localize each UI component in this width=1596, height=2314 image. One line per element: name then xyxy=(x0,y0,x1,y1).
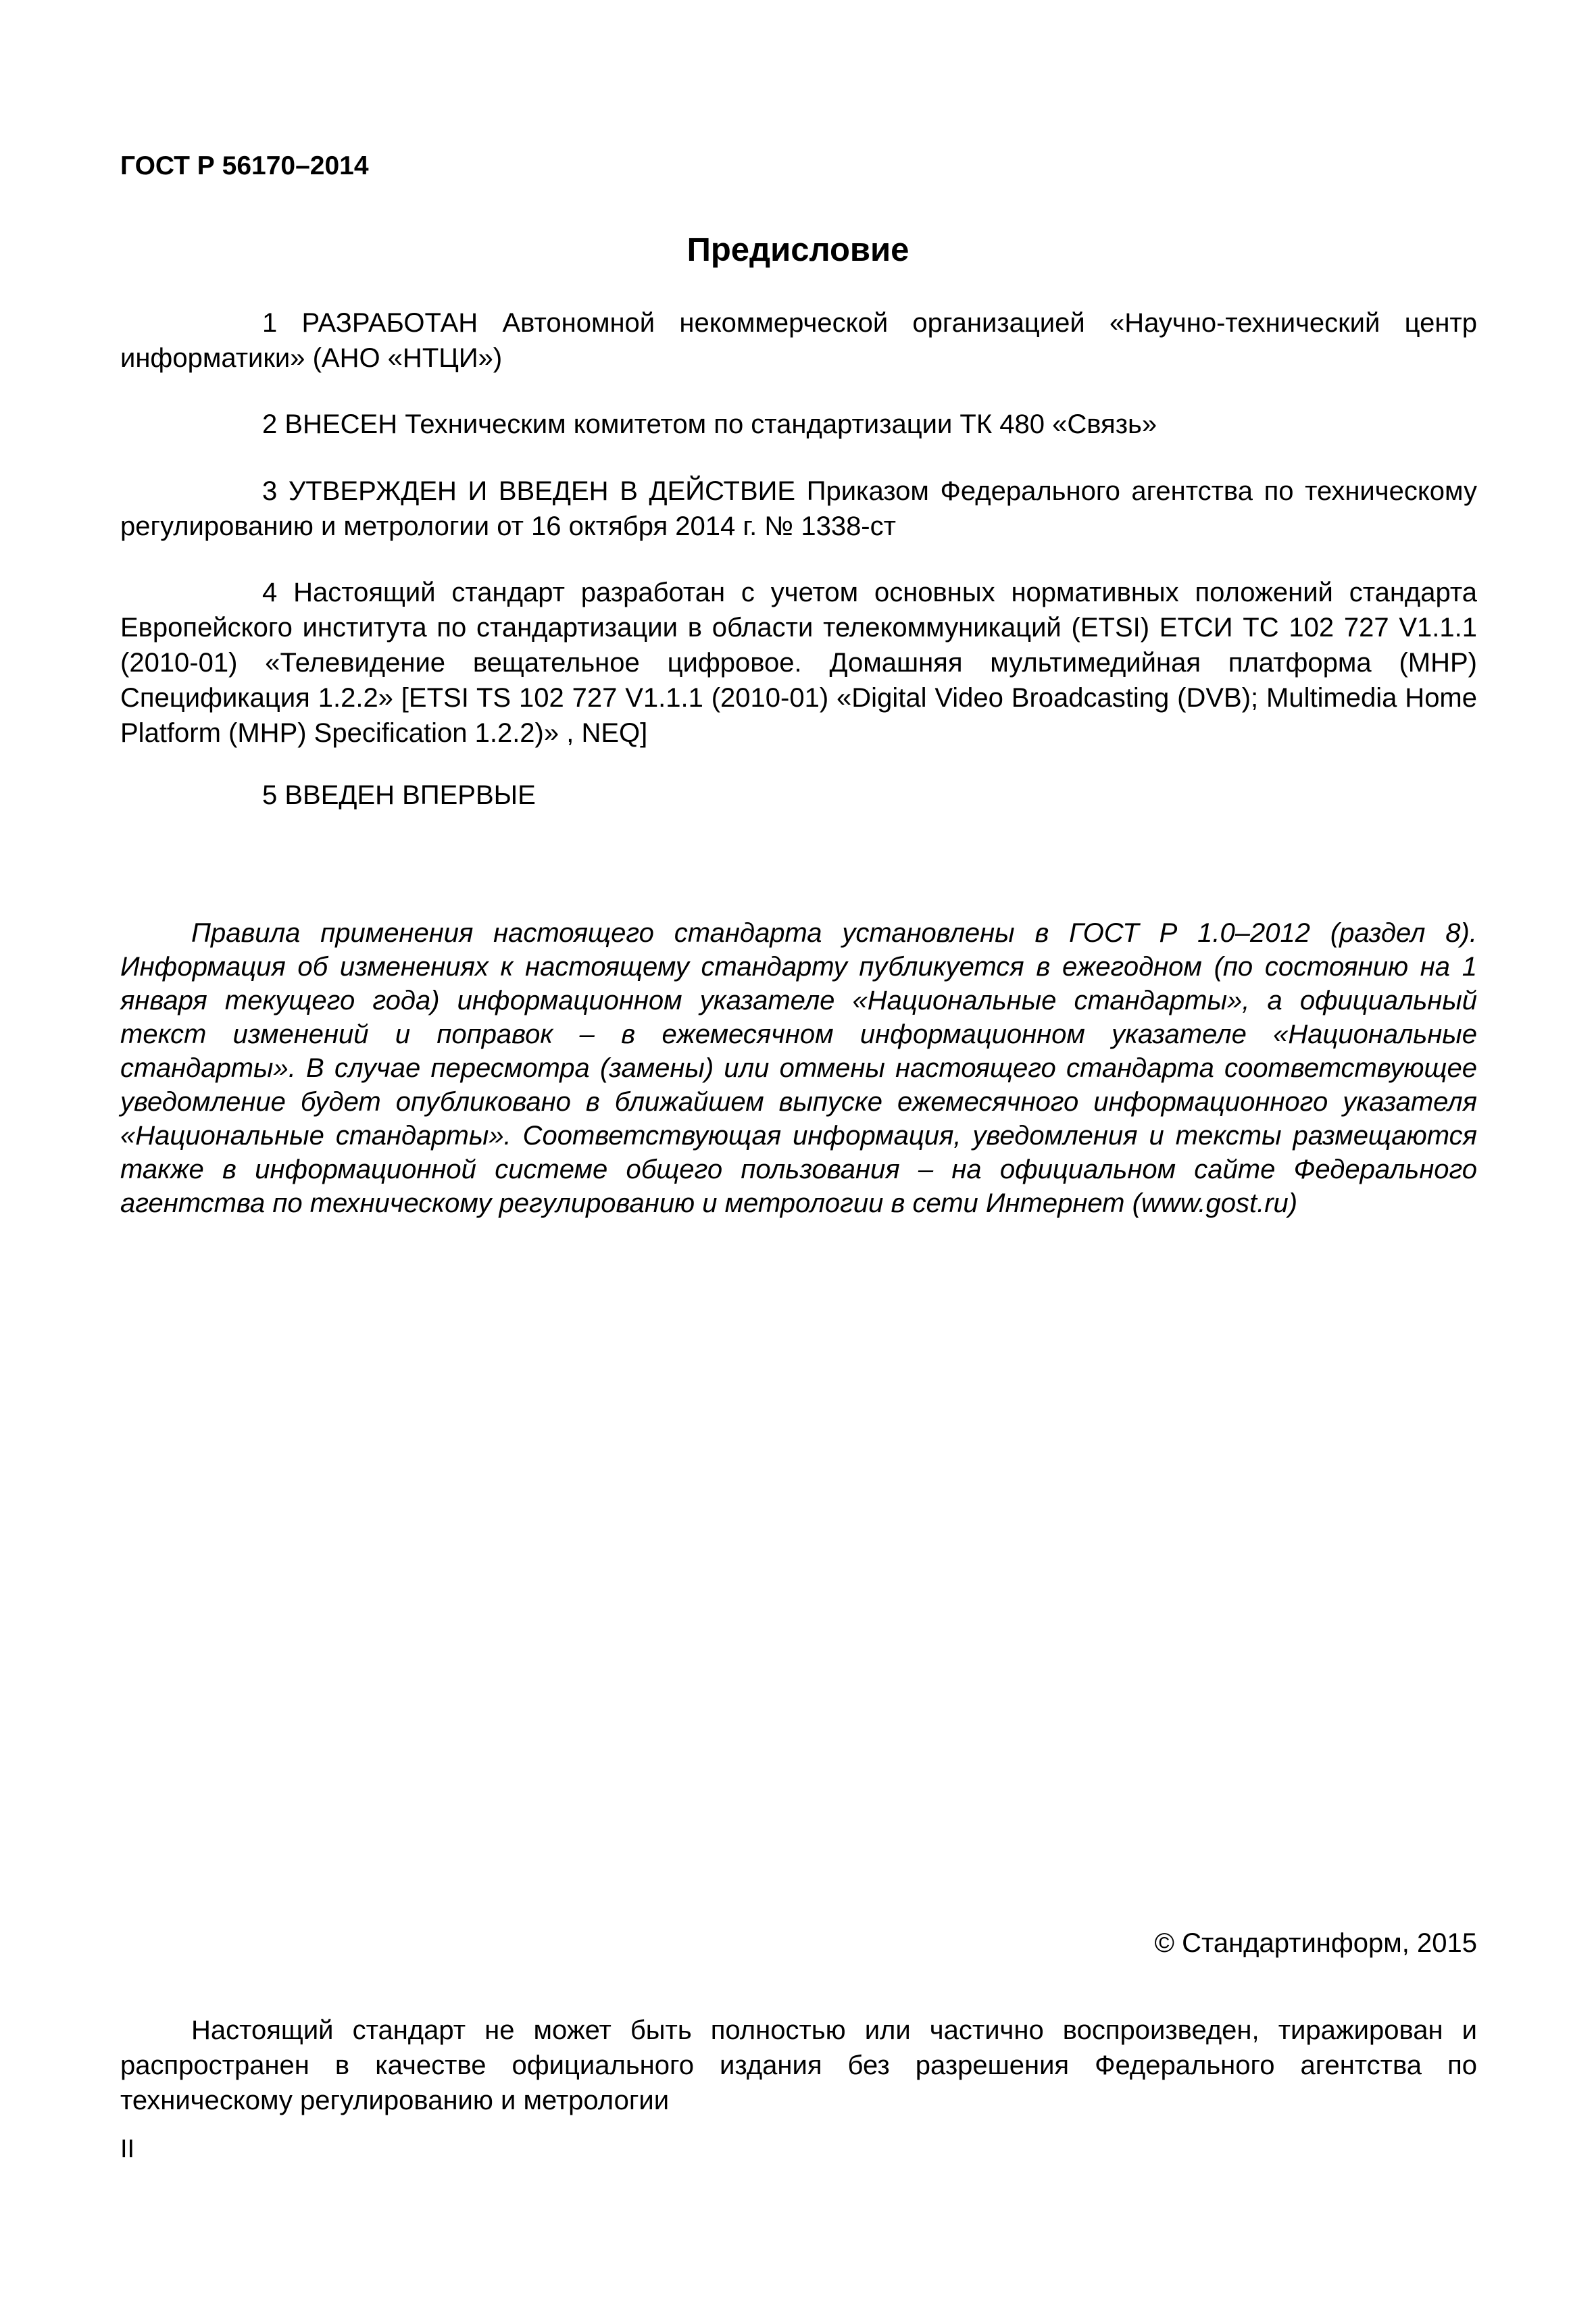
page-number: II xyxy=(120,2135,135,2163)
foreword-item-text: ВВЕДЕН ВПЕРВЫЕ xyxy=(284,780,536,810)
foreword-title: Предисловие xyxy=(687,232,909,268)
foreword-item-2 xyxy=(120,407,1477,442)
foreword-item-number: 3 xyxy=(262,476,278,506)
foreword-item-1 xyxy=(120,305,1477,376)
reproduction-notice: Настоящий стандарт не может быть полностью или частично воспроизведен, тиражирован и распространен в качестве официального издания без разрешения Федерального агентства по техническому регулированию и метрологии xyxy=(120,2015,1477,2115)
foreword-item-number: 1 xyxy=(262,308,278,338)
foreword-item-5 xyxy=(120,778,1477,813)
foreword-item-number: 4 xyxy=(262,578,278,607)
foreword-item-3 xyxy=(120,474,1477,544)
foreword-item-text: РАЗРАБОТАН Автономной некоммерческой организацией «Научно-технический центр информатики» (АНО «НТЦИ») xyxy=(120,308,1477,373)
foreword-item-text: УТВЕРЖДЕН И ВВЕДЕН В ДЕЙСТВИЕ Приказом Федерального агентства по техническому регулированию и метрологии от 16 октября 2014 г. № 1338-ст xyxy=(120,476,1477,541)
foreword-item-number: 2 xyxy=(262,409,278,439)
foreword-item-4 xyxy=(120,575,1477,751)
application-rules-notice: Правила применения настоящего стандарта установлены в ГОСТ Р 1.0–2012 (раздел 8). Информация об изменениях к настоящему стандарту публикуется в ежегодном (по состоянию на 1 января текущего года) информационном указателе «Национальные стандарты», а официальный текст изменений и поправок – в ежемесячном информационном указателе «Национальные стандарты». В случае пересмотра (замены) или отмены настоящего стандарта соответствующее уведомление будет опубликовано в ближайшем выпуске ежемесячного информационного указателя «Национальные стандарты». Соответствующая информация, уведомления и тексты размещаются также в информационной системе общего пользования – на официальном сайте Федерального агентства по техническому регулированию и метрологии в сети Интернет (www.gost.ru) xyxy=(120,918,1477,1218)
copyright-line: © Стандартинформ, 2015 xyxy=(1154,1928,1477,1958)
standard-code-header: ГОСТ Р 56170–2014 xyxy=(120,151,369,180)
foreword-item-number: 5 xyxy=(262,780,278,810)
foreword-item-text: ВНЕСЕН Техническим комитетом по стандартизации ТК 480 «Связь» xyxy=(284,409,1157,439)
foreword-item-text: Настоящий стандарт разработан с учетом основных нормативных положений стандарта Европейского института по стандартизации в области телекоммуникаций (ETSI) ЕТСИ ТС 102 727 V1.1.1 (2010-01) «Телевидение вещательное цифровое. Домашняя мультимедийная платформа (MHP) Спецификация 1.2.2» [ETSI TS 102 727 V1.1.1 (2010-01) «Digital Video Broadcasting (DVB); Multimedia Home Platform (MHP) Specification 1.2.2)» , NEQ] xyxy=(120,578,1477,748)
